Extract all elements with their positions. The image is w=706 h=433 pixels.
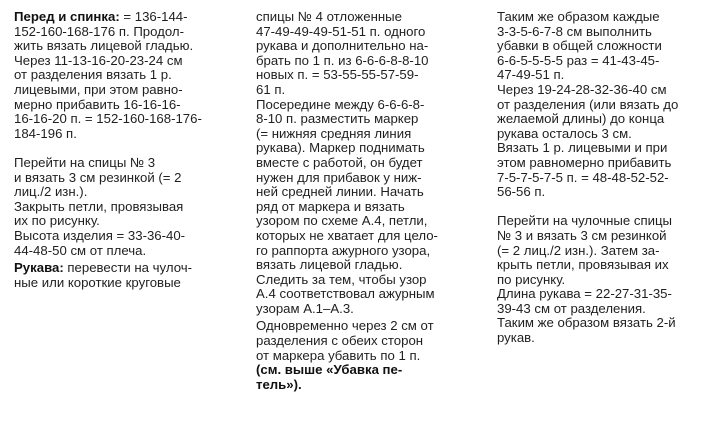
text-line: спицы № 4 отложенные bbox=[256, 9, 402, 24]
text-line: 6-6-5-5-5-5 раз = 41-43-45- bbox=[497, 52, 660, 68]
text-line: по рисунку. bbox=[497, 271, 566, 287]
text-line: Посередине между 6-6-6-8- bbox=[256, 96, 425, 112]
heading-sleeves: Рукава: bbox=[14, 260, 64, 276]
text-line bbox=[256, 378, 481, 393]
text-line: Рукава: перевести на чулоч- bbox=[14, 260, 193, 276]
text-line: 61 п. bbox=[256, 81, 286, 97]
text-line: лиц./2 изн.). bbox=[14, 184, 88, 200]
text-line: Высота изделия = 33-36-40- bbox=[14, 227, 186, 243]
paragraph-ribbing bbox=[14, 156, 236, 258]
text-line: Таким же образом вязать 2-й bbox=[497, 315, 676, 331]
text-line: Перейти на спицы № 3 bbox=[14, 154, 156, 170]
text-line: крыть петли, провязывая их bbox=[497, 257, 669, 273]
text-line: Длина рукава = 22-27-31-35- bbox=[497, 286, 672, 302]
paragraph-decrease-repeat bbox=[497, 10, 702, 200]
text-line: убавки в общей сложности bbox=[497, 38, 662, 54]
text-line: Вязать 1 р. лицевыми и при bbox=[497, 140, 668, 156]
text-line: Одновременно через 2 см от bbox=[256, 318, 434, 334]
text-line: нужен для прибавок у ниж- bbox=[256, 169, 422, 185]
text-line bbox=[256, 363, 481, 378]
paragraph-sleeves bbox=[14, 261, 236, 290]
text-line: этом равномерно прибавить bbox=[497, 154, 672, 170]
bold-reference: тель»). bbox=[256, 376, 302, 392]
text-line: от маркера убавить по 1 п. bbox=[256, 347, 421, 363]
text-line: желаемой длины) до конца bbox=[497, 111, 665, 127]
text-line: узорам А.1–А.3. bbox=[256, 300, 354, 316]
text-line: 47-49-49-49-51-51 п. одного bbox=[256, 23, 426, 39]
text-line: (= нижняя средняя линия bbox=[256, 125, 412, 141]
text-line: рукава). Маркер поднимать bbox=[256, 140, 425, 156]
text-line: 56-56 п. bbox=[497, 184, 546, 200]
text-line: 47-49-51 п. bbox=[497, 67, 565, 83]
text-line: ряд от маркера и вязать bbox=[256, 198, 405, 214]
text-line: 152-160-168-176 п. Продол- bbox=[14, 23, 185, 39]
text-line: рукава и дополнительно на- bbox=[256, 38, 429, 54]
text-line: и вязать 3 см резинкой (= 2 bbox=[14, 169, 182, 185]
text-line: новых п. = 53-55-55-57-59- bbox=[256, 67, 419, 83]
text-line: рукава осталось 3 см. bbox=[497, 125, 632, 141]
text-column-3 bbox=[497, 10, 702, 346]
bold-reference: (см. выше «Убавка пе- bbox=[256, 362, 403, 378]
text-line: их по рисунку. bbox=[14, 213, 100, 229]
text-line: Перед и спинка: = 136-144- bbox=[14, 9, 188, 24]
heading-front-back: Перед и спинка: bbox=[14, 9, 120, 24]
text-line: 3-3-5-6-7-8 см выполнить bbox=[497, 23, 652, 39]
text-line: лицевыми, при этом равно- bbox=[14, 81, 183, 97]
text-line: брать по 1 п. из 6-6-6-8-8-10 bbox=[256, 52, 429, 68]
text-line: мерно прибавить 16-16-16- bbox=[14, 96, 181, 112]
text-line: ные или короткие круговые bbox=[14, 274, 181, 290]
text-line: Таким же образом каждые bbox=[497, 9, 660, 24]
text-line: вязать лицевой гладью. bbox=[256, 257, 403, 273]
text-line: Перейти на чулочные спицы bbox=[497, 213, 673, 229]
text-line: вместе с работой, он будет bbox=[256, 154, 423, 170]
text-line: № 3 и вязать 3 см резинкой bbox=[497, 227, 667, 243]
text-line: от разделения (или вязать до bbox=[497, 96, 679, 112]
text-line: ней средней линии. Начать bbox=[256, 184, 424, 200]
text-line: разделения с обеих сторон bbox=[256, 333, 424, 349]
text-line: (= 2 лиц./2 изн.). Затем за- bbox=[497, 242, 660, 258]
paragraph-cuff bbox=[497, 214, 702, 345]
text-column-1 bbox=[14, 10, 236, 290]
text-line: рукав. bbox=[497, 330, 535, 346]
paragraph-front-back bbox=[14, 10, 236, 141]
paragraph-decrease bbox=[256, 319, 481, 392]
paragraph-sleeve-pickup bbox=[256, 10, 481, 98]
text-line: А.4 соответствовал ажурным bbox=[256, 286, 435, 302]
text-line: Через 11-13-16-20-23-24 см bbox=[14, 52, 183, 68]
text-line: Следить за тем, чтобы узор bbox=[256, 271, 427, 287]
text-column-2 bbox=[256, 10, 481, 392]
text-line: от разделения вязать 1 р. bbox=[14, 67, 172, 83]
text-line: которых не хватает для цело- bbox=[256, 227, 438, 243]
text-line: го раппорта ажурного узора, bbox=[256, 242, 431, 258]
text-line: Через 19-24-28-32-36-40 см bbox=[497, 81, 667, 97]
text-line: жить вязать лицевой гладью. bbox=[14, 38, 194, 54]
text-line: 184-196 п. bbox=[14, 125, 77, 141]
text-line: 8-10 п. разместить маркер bbox=[256, 111, 419, 127]
text-line: 16-16-20 п. = 152-160-168-176- bbox=[14, 111, 202, 127]
text-line: 39-43 см от разделения. bbox=[497, 300, 646, 316]
text-line: Закрыть петли, провязывая bbox=[14, 198, 184, 214]
paragraph-marker bbox=[256, 98, 481, 317]
text-line: 7-5-7-5-7-5 п. = 48-48-52-52- bbox=[497, 169, 669, 185]
text-line: узором по схеме А.4, петли, bbox=[256, 213, 428, 229]
text-line: 44-48-50 см от плеча. bbox=[14, 242, 147, 258]
